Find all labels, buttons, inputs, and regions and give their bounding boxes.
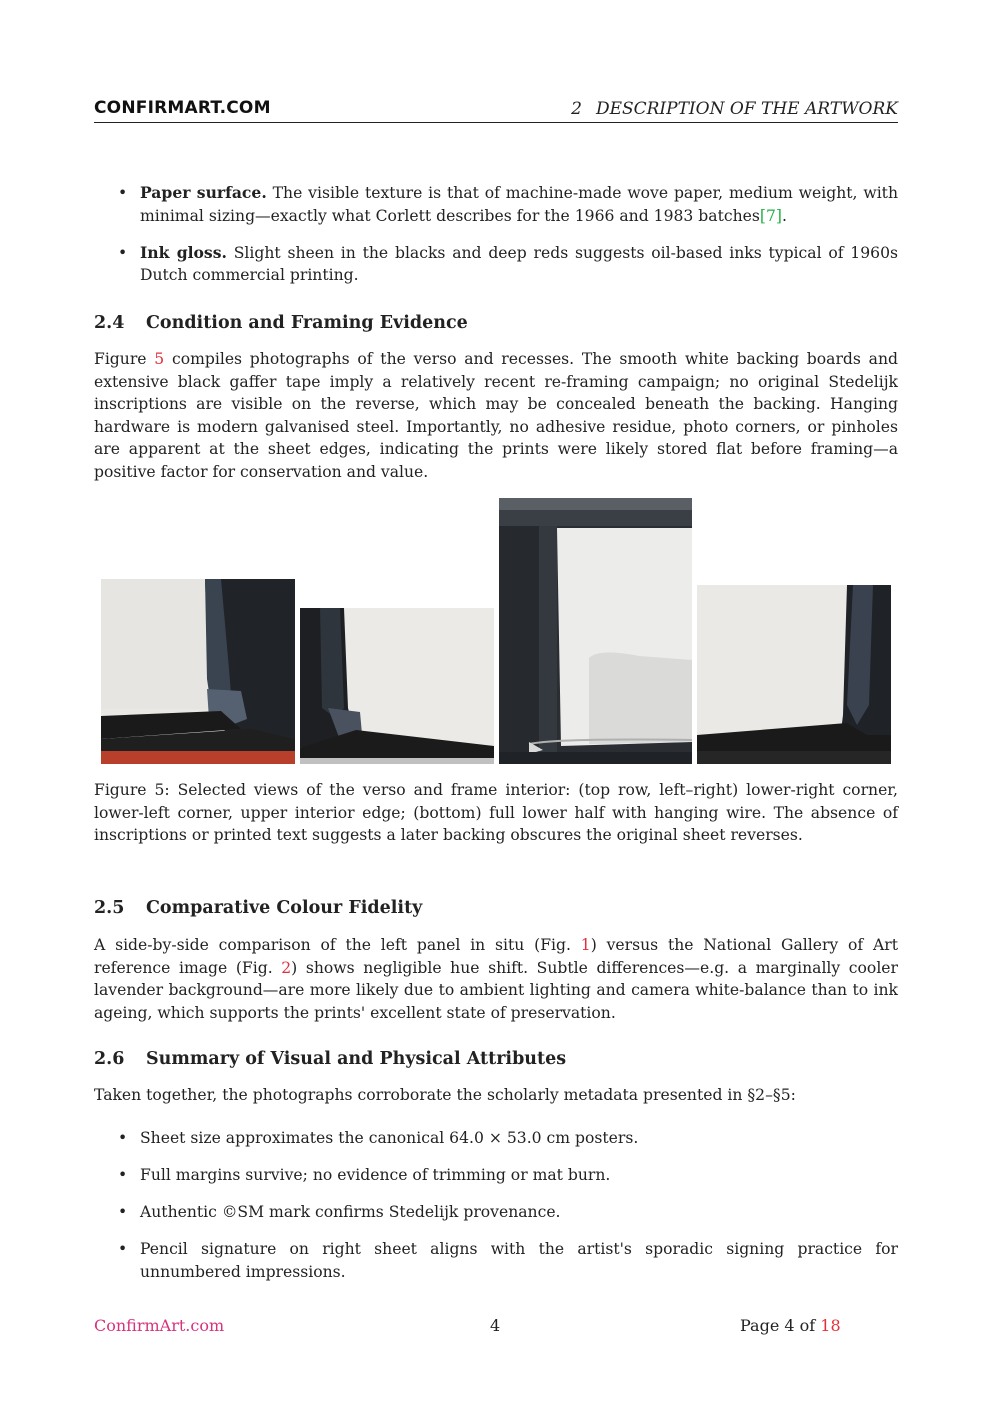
figure-ref-link[interactable]: 5 <box>154 350 165 368</box>
footer-page-number: 4 <box>490 1316 501 1335</box>
total-pages-link[interactable]: 18 <box>820 1316 841 1335</box>
footer-site-link[interactable]: ConfirmArt.com <box>94 1316 225 1335</box>
running-head-number: 2 <box>571 99 582 119</box>
citation-link[interactable]: [7] <box>759 206 782 225</box>
attribute-bullet-list <box>94 182 898 301</box>
list-item: • Ink gloss. Slight sheen in the blacks and deep reds suggests oil-based inks typical of 1960s Dutch commercial printing. <box>94 242 898 287</box>
running-head <box>571 99 898 119</box>
confirmart-logo: CONFIRMART.COM <box>94 98 271 118</box>
footer-page-count: Page 4 of 18 <box>740 1316 841 1335</box>
photo-lower-right-corner-image <box>101 579 295 764</box>
photo-lower-half-wire-image <box>697 585 891 764</box>
figure-ref-link[interactable]: 2 <box>281 958 292 977</box>
list-item: • Pencil signature on right sheet aligns with the artist's sporadic signing practice for unnumbered impressions. <box>94 1238 898 1283</box>
figure-caption: Figure 5: Selected views of the verso and frame interior: (top row, left–right) lower-right corner, lower-left corner, upper interior edge; (bottom) full lower half with hanging wire. The absence of inscriptions or printed text suggests a later backing obscures the original sheet reverses. <box>94 781 898 845</box>
summary-bullet-list <box>94 1127 898 1298</box>
photo-lower-left-corner <box>300 608 494 764</box>
paragraph: Taken together, the photographs corroborate the scholarly metadata presented in §2–§5: <box>94 1086 796 1104</box>
section-heading: 2.6 Summary of Visual and Physical Attributes <box>94 1049 567 1069</box>
bullet-term: Ink gloss. <box>140 242 227 262</box>
photo-lower-left-corner-image <box>300 608 494 764</box>
list-item: • Full margins survive; no evidence of trimming or mat burn. <box>94 1164 898 1187</box>
list-item: • Paper surface. The visible texture is that of machine-made wove paper, medium weight, with minimal sizing—exactly what Corlett describes for the 1966 and 1983 batches[7]. <box>94 182 898 227</box>
list-item: • Sheet size approximates the canonical 64.0 × 53.0 cm posters. <box>94 1127 898 1150</box>
paragraph: A side-by-side comparison of the left panel in situ (Fig. 1) versus the National Gallery of Art reference image (Fig. 2) shows negligible hue shift. Subtle differences—e.g. a marginally cooler lavender background—are more likely due to ambient lighting and camera white-balance than to ink ageing, which supports the prints' excellent state of preservation. <box>94 936 898 1022</box>
photo-upper-interior-edge <box>499 498 692 764</box>
list-item: • Authentic ©SM mark confirms Stedelijk provenance. <box>94 1201 898 1224</box>
page-header <box>94 98 898 123</box>
section-heading: 2.4 Condition and Framing Evidence <box>94 313 468 333</box>
photo-lower-right-corner <box>101 579 295 764</box>
photo-lower-half-wire <box>697 585 891 764</box>
section-heading: 2.5 Comparative Colour Fidelity <box>94 898 423 918</box>
bullet-term: Paper surface. <box>140 183 267 202</box>
figure-ref-link[interactable]: 1 <box>580 936 591 954</box>
running-head-title: DESCRIPTION OF THE ARTWORK <box>595 99 898 119</box>
photo-upper-interior-edge-image <box>499 498 692 764</box>
paragraph: Figure 5 compiles photographs of the verso and recesses. The smooth white backing boards and extensive black gaffer tape imply a relatively recent re-framing campaign; no original Stedelijk inscriptions are visible on the reverse, which may be concealed beneath the backing. Hanging hardware is modern galvanised steel. Importantly, no adhesive residue, photo corners, or pinholes are apparent at the sheet edges, indicating the prints were likely stored flat before framing—a positive factor for conservation and value. <box>94 350 898 481</box>
